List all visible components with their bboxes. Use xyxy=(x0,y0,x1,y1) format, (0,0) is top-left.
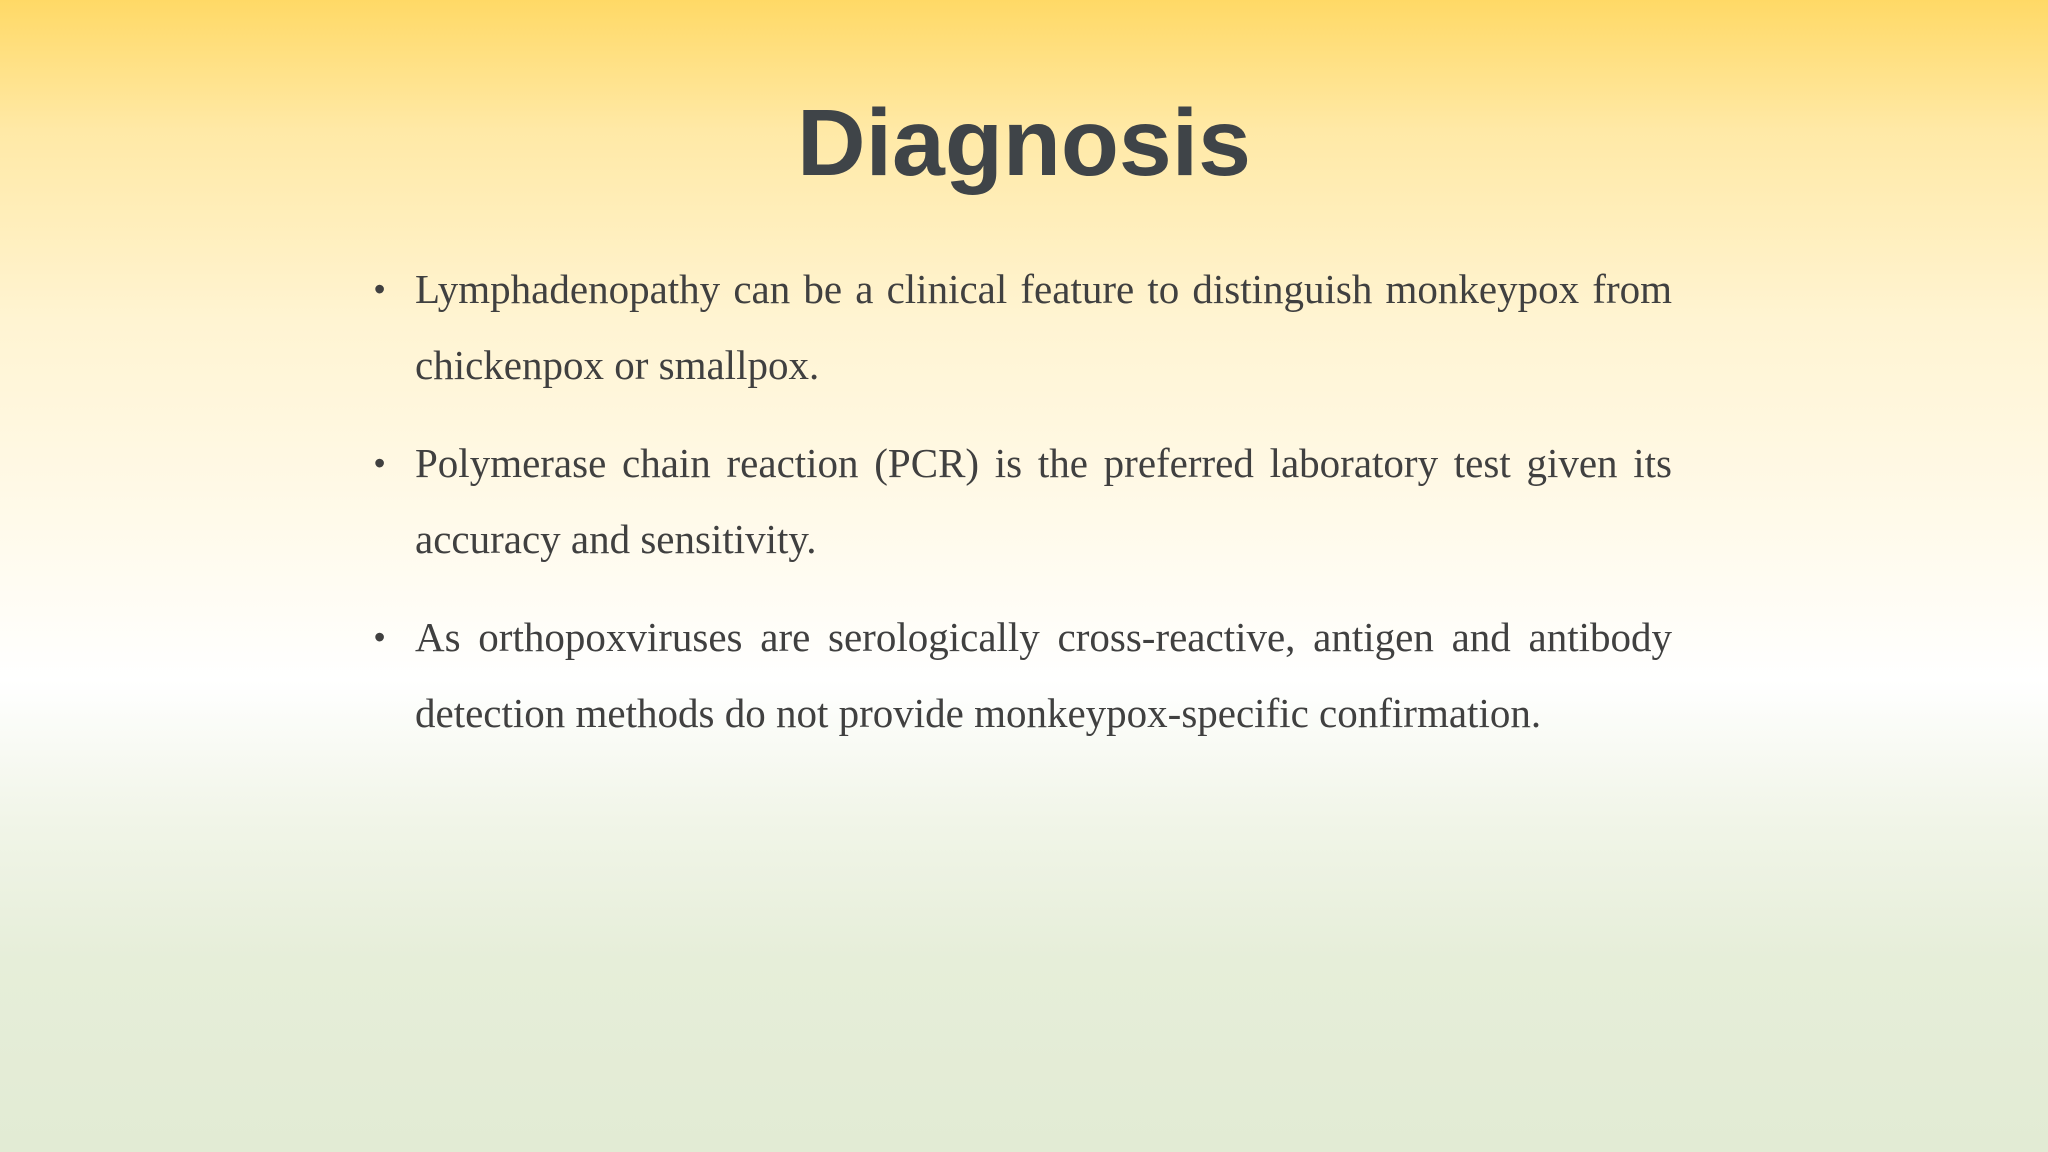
slide-title: Diagnosis xyxy=(797,90,1251,196)
bullet-list xyxy=(374,251,1672,773)
bullet-text: Polymerase chain reaction (PCR) is the preferred laboratory test given its accuracy and sensitivity. xyxy=(415,440,1672,562)
bullet-text: Lymphadenopathy can be a clinical feature to distinguish monkeypox from chickenpox or smallpox. xyxy=(415,266,1672,388)
bullet-marker: • xyxy=(374,619,386,655)
bullet-text: As orthopoxviruses are serologically cross-reactive, antigen and antibody detection methods do not provide monkeypox-specific confirmation. xyxy=(415,614,1672,736)
bullet-item xyxy=(374,425,1672,577)
bullet-item xyxy=(374,251,1672,403)
bullet-item xyxy=(374,599,1672,751)
bullet-marker: • xyxy=(374,445,386,481)
bullet-marker: • xyxy=(374,271,386,307)
